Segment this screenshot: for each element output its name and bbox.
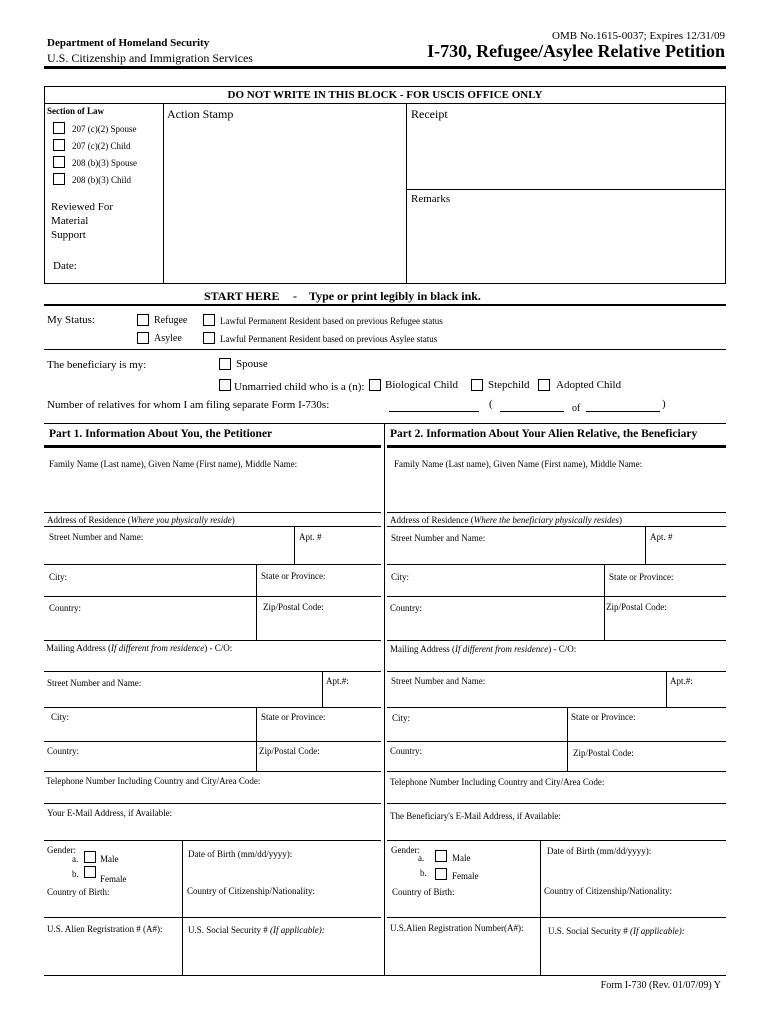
block-divider-1 [163,103,164,284]
p2-divider [645,526,646,564]
p1-gender-b: b. [72,869,79,879]
banner-divider [44,103,726,104]
unmarried-child-checkbox[interactable] [219,379,231,391]
p2-citizenship-label: Country of Citizenship/Nationality: [544,886,672,896]
law-208b3-spouse-checkbox[interactable] [53,156,65,168]
p1-rule [44,707,381,708]
p1-male-checkbox[interactable] [84,851,96,863]
p2-telephone-label: Telephone Number Including Country and City/Area Code: [390,777,605,787]
stepchild-label: Stepchild [488,379,530,391]
biological-child-checkbox[interactable] [369,379,381,391]
number-relatives-label: Number of relatives for whom I am filing separate Form I-730s: [47,399,330,411]
p2-rule [387,640,726,641]
p2-rule [387,512,726,513]
p2-country-label: Country: [390,603,423,613]
p2-mailing-label: Mailing Address (If different from residence) - C/O: [390,644,577,654]
p1-country2-label: Country: [47,746,80,756]
p1-gender-label: Gender: [47,845,76,855]
p1-zip2-label: Zip/Postal Code: [259,746,320,756]
p1-divider [256,564,257,640]
p1-zip-label: Zip/Postal Code: [263,602,324,612]
office-use-block [44,86,726,284]
lpr-asylee-checkbox[interactable] [203,332,215,344]
p2-rule [387,840,726,841]
adopted-child-label: Adopted Child [556,379,622,391]
p1-state2-label: State or Province: [261,712,326,722]
remarks-label: Remarks [411,193,451,205]
p2-zip2-label: Zip/Postal Code: [573,748,634,758]
law-207c2-spouse-checkbox[interactable] [53,122,65,134]
p2-male-label: Male [452,853,471,863]
spouse-checkbox[interactable] [219,358,231,370]
p2-ssn-label: U.S. Social Security # (If applicable): [548,926,685,936]
p1-mailing-label: Mailing Address (If different from residence) - C/O: [46,643,233,653]
p1-rule [44,741,381,742]
paren-open: ( [489,398,493,410]
p2-rule [387,564,726,565]
lpr-asylee-label: Lawful Permanent Resident based on previous Asylee status [220,334,438,344]
p2-street-label: Street Number and Name: [391,533,486,543]
support-label: Support [51,229,86,241]
p2-street2-label: Street Number and Name: [391,676,486,686]
p1-rule [44,771,381,772]
law-option-label: 208 (b)(3) Child [72,175,131,185]
p2-rule [387,803,726,804]
spouse-label: Spouse [236,358,268,370]
start-here-dash: - [293,289,297,303]
p1-dob-label: Date of Birth (mm/dd/yyyy): [188,849,293,859]
center-divider [384,423,385,975]
p1-female-checkbox[interactable] [84,866,96,878]
p1-divider [322,671,323,707]
p2-state-label: State or Province: [609,572,674,582]
p1-rule [44,526,381,527]
p1-street-label: Street Number and Name: [49,532,144,542]
p1-street2-label: Street Number and Name: [47,678,142,688]
office-block-banner: DO NOT WRITE IN THIS BLOCK - FOR USCIS OFFICE ONLY [227,89,543,101]
p1-alien-reg-label: U.S. Alien Regristration # (A#): [47,924,163,934]
law-option-label: 208 (b)(3) Spouse [72,158,137,168]
beneficiary-is-label: The beneficiary is my: [47,359,147,371]
omb-number: OMB No.1615-0037; Expires 12/31/09 [552,30,725,42]
bottom-rule [44,975,726,976]
p2-state2-label: State or Province: [571,712,636,722]
law-option-label: 207 (c)(2) Spouse [72,124,137,134]
my-status-label: My Status: [47,314,95,326]
block-divider-2 [406,103,407,284]
part1-heading: Part 1. Information About You, the Petitioner [49,428,273,440]
p2-rule [387,741,726,742]
department-name: Department of Homeland Security [47,37,210,49]
start-here-instruction: Type or print legibly in black ink. [309,289,481,303]
p1-email-label: Your E-Mail Address, if Available: [47,808,173,818]
law-208b3-child-checkbox[interactable] [53,173,65,185]
part2-heading-rule [387,445,726,448]
start-here-label: START HERE [204,289,280,303]
p1-apt2-label: Apt.#: [326,676,349,686]
p1-rule [44,671,381,672]
p1-divider [256,707,257,771]
p2-divider [604,564,605,640]
p2-rule [387,917,726,918]
p2-address-label: Address of Residence (Where the beneficiary physically resides) [390,515,623,525]
parts-top-rule [44,423,726,424]
part1-heading-rule [44,445,381,448]
p1-rule [44,640,381,641]
p1-female-label: Female [100,874,127,884]
p1-rule [44,803,381,804]
p2-female-checkbox[interactable] [435,868,447,880]
of-label: of [572,403,581,414]
p2-rule [387,596,726,597]
p1-divider [294,526,295,564]
p1-rule [44,512,381,513]
p2-rule [387,671,726,672]
p1-city-label: City: [49,572,68,582]
reviewed-for-label: Reviewed For [51,201,114,213]
p2-gender-label: Gender: [391,845,420,855]
agency-name: U.S. Citizenship and Immigration Services [47,51,253,65]
p1-family-name-label: Family Name (Last name), Given Name (First name), Middle Name: [49,459,298,469]
law-option-label: 207 (c)(2) Child [72,141,131,151]
p1-city2-label: City: [51,712,70,722]
p1-rule [44,596,381,597]
p2-country-birth-label: Country of Birth: [392,887,455,897]
adopted-child-checkbox[interactable] [538,379,550,391]
p2-apt-label: Apt. # [650,532,673,542]
refugee-checkbox[interactable] [137,314,149,326]
p1-divider [182,840,183,975]
header-rule [44,66,726,69]
p2-family-name-label: Family Name (Last name), Given Name (First name), Middle Name: [394,459,643,469]
form-id-footer: Form I-730 (Rev. 01/07/09) Y [600,980,721,991]
paren-close: ) [662,398,666,410]
start-rule [44,304,726,306]
status-rule [44,349,726,350]
material-label: Material [51,215,89,227]
p2-divider [567,707,568,771]
lpr-refugee-checkbox[interactable] [203,314,215,326]
p1-telephone-label: Telephone Number Including Country and City/Area Code: [46,776,261,786]
p2-rule [387,707,726,708]
receipt-label: Receipt [411,107,448,121]
p1-address-label: Address of Residence (Where you physically reside) [47,515,235,525]
stepchild-checkbox[interactable] [471,379,483,391]
p1-male-label: Male [100,854,119,864]
p2-male-checkbox[interactable] [435,850,447,862]
p2-female-label: Female [452,871,479,881]
p2-rule [387,771,726,772]
unmarried-child-label: Unmarried child who is a (n): [234,381,365,393]
p2-dob-label: Date of Birth (mm/dd/yyyy): [547,846,652,856]
relative-total-field[interactable] [586,411,660,412]
p1-rule [44,564,381,565]
section-of-law-label: Section of Law [47,106,104,116]
p2-apt2-label: Apt.#: [670,676,693,686]
p2-alien-reg-label: U.S.Alien Registration Number(A#): [390,923,524,933]
p1-ssn-label: U.S. Social Security # (If applicable): [188,925,325,935]
p2-divider [540,840,541,975]
part2-heading: Part 2. Information About Your Alien Relative, the Beneficiary [390,428,698,440]
p2-divider [666,671,667,707]
relative-index-field[interactable] [500,411,564,412]
receipt-divider [406,189,726,190]
biological-child-label: Biological Child [385,379,459,391]
p2-country2-label: Country: [390,746,423,756]
p2-gender-a: a. [418,853,425,863]
law-207c2-child-checkbox[interactable] [53,139,65,151]
p1-citizenship-label: Country of Citizenship/Nationality: [187,886,315,896]
p2-gender-b: b. [420,868,427,878]
p1-country-birth-label: Country of Birth: [47,887,110,897]
p2-email-label: The Beneficiary's E-Mail Address, if Available: [390,811,561,821]
p1-rule [44,917,381,918]
p2-city2-label: City: [392,713,411,723]
p1-state-label: State or Province: [261,571,326,581]
asylee-checkbox[interactable] [137,332,149,344]
action-stamp-label: Action Stamp [167,107,234,121]
p1-rule [44,840,381,841]
lpr-refugee-label: Lawful Permanent Resident based on previous Refugee status [220,316,443,326]
p2-city-label: City: [391,572,410,582]
refugee-label: Refugee [154,315,188,326]
asylee-label: Asylee [154,333,182,344]
form-title: I-730, Refugee/Asylee Relative Petition [427,41,725,61]
date-label: Date: [53,260,77,272]
p1-apt-label: Apt. # [299,532,322,542]
number-relatives-field[interactable] [389,411,479,412]
p2-zip-label: Zip/Postal Code: [606,602,667,612]
p1-gender-a: a. [72,854,79,864]
p1-country-label: Country: [49,603,82,613]
p2-rule [387,526,726,527]
